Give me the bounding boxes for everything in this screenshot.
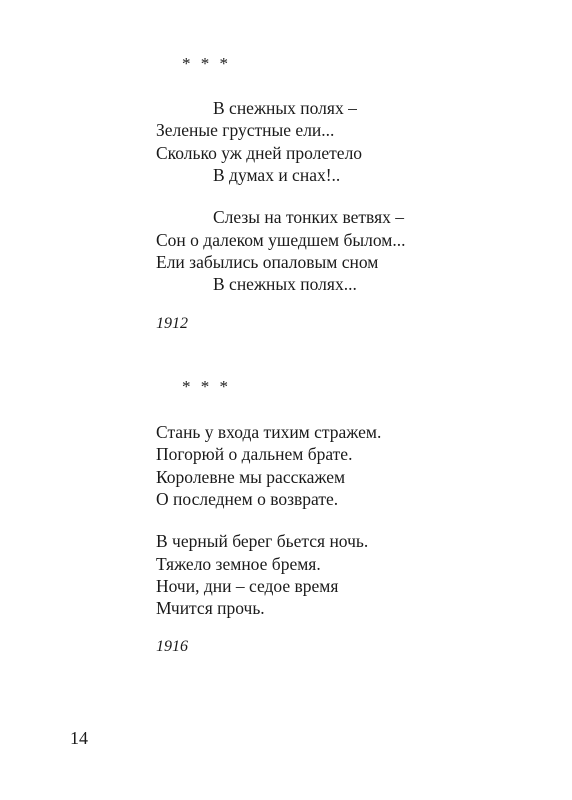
poem-2-line-4: О последнем о возврате.: [156, 489, 339, 509]
poem-2-line-1: Стань у входа тихим стражем.: [156, 422, 382, 442]
poem-1-line-4: В думах и снах!..: [213, 165, 341, 185]
poem-1-separator: * * *: [182, 54, 231, 73]
page-number: 14: [70, 728, 88, 748]
poem-1-line-3: Сколько уж дней пролетело: [156, 143, 363, 163]
poem-1-line-6: Сон о далеком ушедшем былом...: [156, 230, 406, 250]
poem-2-separator: * * *: [182, 377, 231, 396]
poem-2-year: 1916: [156, 638, 188, 655]
poem-1-line-8: В снежных полях...: [213, 274, 357, 294]
poem-2-line-2: Погорюй о дальнем брате.: [156, 444, 353, 464]
poem-1-year: 1912: [156, 315, 188, 332]
poem-2-line-7: Ночи, дни – седое время: [156, 576, 339, 596]
poem-1-line-1: В снежных полях –: [213, 98, 357, 118]
poem-2-line-6: Тяжело земное бремя.: [156, 554, 321, 574]
poem-2-line-5: В черный берег бьется ночь.: [156, 531, 369, 551]
poem-1-line-7: Ели забылись опаловым сном: [156, 252, 379, 272]
poem-1-line-5: Слезы на тонких ветвях –: [213, 207, 404, 227]
poem-2-line-8: Мчится прочь.: [156, 598, 265, 618]
poem-1-line-2: Зеленые грустные ели...: [156, 120, 335, 140]
poem-2-line-3: Королевне мы расскажем: [156, 467, 346, 487]
